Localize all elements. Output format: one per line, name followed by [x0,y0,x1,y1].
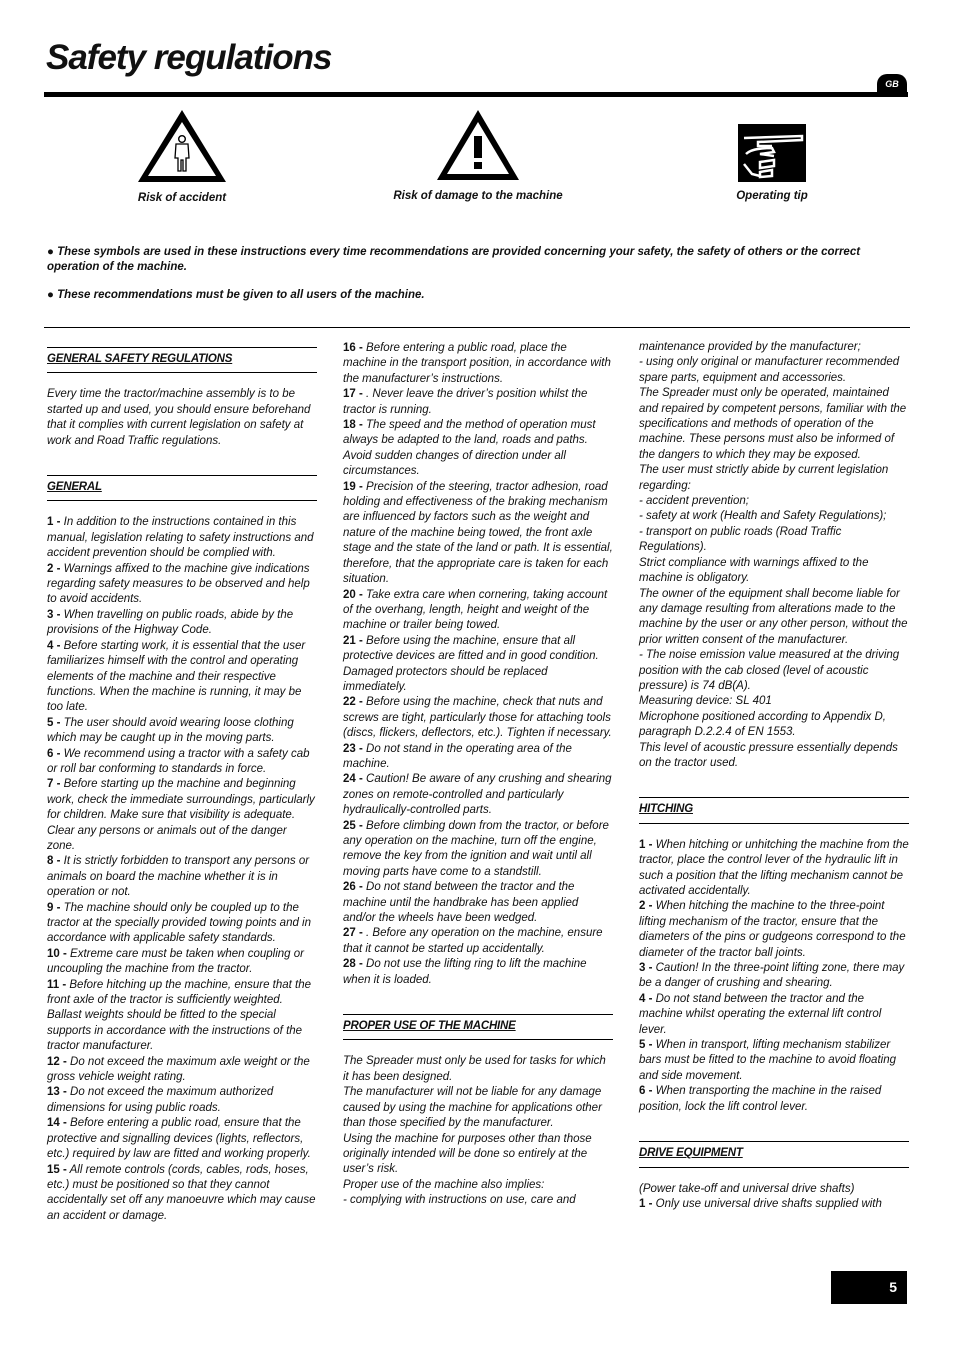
column-1 [47,347,317,1224]
item-text: Before entering a public road, place the machine in the transport position, in accordance with the manufacturer’s instructions. [343,342,611,385]
item-number: 26 - [343,881,363,894]
item-text: Do not exceed the maximum authorized dimensions for using public roads. [47,1086,274,1114]
list-item [639,992,909,1038]
item-number: 3 - [639,962,653,975]
risk-of-accident-icon [136,108,228,184]
proper-use-text-continued [639,340,909,771]
item-text: Only use universal drive shafts supplied with [655,1197,882,1210]
intro-text: These recommendations must be given to all users of the machine. [57,289,425,301]
item-number: 19 - [343,480,363,493]
heading-proper-use: PROPER USE OF THE MACHINE [343,1014,613,1040]
item-text: We recommend using a tractor with a safety cab or roll bar conforming to standards in force. [47,747,310,775]
item-number: 16 - [343,342,363,354]
item-number: 14 - [47,1117,67,1130]
item-text: Before climbing down from the tractor, or before any operation on the machine, turn off the engine, remove the key from the ignition and wait until all moving parts have come to a standstill. [343,819,609,878]
item-text: . Never leave the driver’s position whilst the tractor is running. [343,388,588,416]
list-item [47,716,317,747]
item-number: 1 - [639,838,653,851]
list-item [639,899,909,961]
hitching-list [639,838,909,1115]
text-line: maintenance provided by the manufacturer; [639,341,861,353]
item-text: All remote controls (cords, cables, rods, hoses, etc.) must be positioned so that they cannot accidentally set off any manoeuvre which may cause an accident or damage. [47,1163,316,1222]
list-item [47,639,317,716]
list-item [47,747,317,778]
list-item [47,1116,317,1162]
item-number: 12 - [47,1055,67,1068]
item-number: 8 - [47,855,61,868]
text-line: Measuring device: SL 401 [639,695,772,708]
list-item [47,562,317,608]
bullet-icon: ● [47,246,54,258]
symbol-label: Operating tip [736,190,808,202]
item-number: 22 - [343,696,363,709]
item-number: 6 - [47,747,61,760]
general-list [47,515,317,1224]
heading-general: GENERAL [47,475,317,501]
text-line: Strict compliance with warnings affixed to the machine is obligatory. [639,556,869,585]
text-line: This level of acoustic pressure essentially depends on the tractor used. [639,741,898,769]
list-item [639,1084,909,1115]
item-text: In addition to the instructions contained in this manual, legislation relating to safety instructions and accident prevention should be complied with. [47,516,314,560]
text-line: The Spreader must only be operated, maintained and repaired by competent persons, familiar with the specifications and methods of operation of the machine. These persons must also be informed of the dangers to which they may be exposed. [639,387,907,461]
item-text: Warnings affixed to the machine give indications regarding safety measures to be observed and help to avoid accidents. [47,562,310,606]
list-item [343,588,613,634]
item-text: It is strictly forbidden to transport any persons or animals on board the machine whether it is in operation or not. [47,855,310,899]
item-number: 24 - [343,773,363,786]
item-text: Do not stand in the operating area of the machine. [343,742,572,770]
intro-note-2 [47,288,897,303]
column-2 [343,341,613,1209]
symbol-operating-tip [722,124,822,202]
item-text: The speed and the method of operation must always be adapted to the land, roads and paths. Avoid sudden changes of direction under all circumstances. [343,419,596,478]
list-item [343,772,613,818]
item-number: 21 - [343,634,363,647]
text-line: The manufacturer will not be liable for any damage caused by using the machine for applications other than those specified by the manufacturer. [343,1086,602,1130]
list-item [47,854,317,900]
item-number: 10 - [47,947,67,960]
item-text: The machine should only be coupled up to the tractor at the specially provided towing points and in accordance with applicable safety standards. [47,901,312,945]
list-item [343,387,613,418]
item-text: Extreme care must be taken when coupling or uncoupling the machine from the tractor. [47,947,304,976]
list-item [47,978,317,1055]
item-number: 7 - [47,778,61,791]
text-line: (Power take-off and universal drive shafts) [639,1182,855,1195]
item-text: When hitching or unhitching the machine from the tractor, place the control lever of the hydraulic lift in such a position that the lifting mechanism cannot be activated accidentally. [639,838,909,897]
item-number: 27 - [343,927,363,940]
item-number: 25 - [343,819,363,832]
symbol-risk-of-damage [380,108,576,202]
column-3 [639,340,909,1212]
list-item [47,1085,317,1116]
item-number: 2 - [47,562,61,575]
item-text: Do not stand between the tractor and the machine until the handbrake has been applied and/or the wheels have been wedged. [343,881,579,925]
heading-general-safety-regulations: GENERAL SAFETY REGULATIONS [47,347,317,373]
item-text: . Before any operation on the machine, ensure that it cannot be started up accidentally. [343,927,603,955]
list-item [343,695,613,741]
list-item [639,1038,909,1084]
list-item [343,341,613,387]
drive-equipment-list [639,1197,909,1212]
item-text: When in transport, lifting mechanism stabilizer bars must be fitted to the machine to avoid floating and side movement. [639,1039,896,1082]
list-item [47,777,317,854]
list-item [639,1197,909,1212]
item-number: 1 - [47,516,61,529]
list-item [47,1163,317,1225]
item-number: 18 - [343,419,363,432]
item-number: 4 - [47,639,61,652]
list-item [343,819,613,881]
item-number: 28 - [343,958,363,971]
text-line: - using only original or manufacturer recommended spare parts, equipment and accessories. [639,356,900,384]
text-line: - complying with instructions on use, care and [343,1194,576,1207]
heading-hitching: HITCHING [639,797,909,823]
general-safety-text: Every time the tractor/machine assembly is to be started up and used, you should ensure beforehand that it complies with current legislation on safety at work and Road Traffic regulations. [47,388,311,447]
item-number: 1 - [639,1197,653,1210]
operating-tip-icon [738,124,806,182]
list-item [343,957,613,988]
item-text: Before using the machine, ensure that all protective devices are fitted and in good condition. Damaged protectors should be replaced immediately. [343,634,599,693]
heading-drive-equipment: DRIVE EQUIPMENT [639,1141,909,1167]
title-rule [44,92,908,97]
text-line: The Spreader must only be used for tasks for which it has been designed. [343,1055,606,1083]
item-number: 6 - [639,1085,653,1098]
list-item [47,901,317,947]
item-number: 15 - [47,1163,67,1176]
list-item [343,480,613,588]
list-item [47,1055,317,1086]
item-text: Precision of the steering, tractor adhesion, road holding and effectiveness of the braking mechanism are influenced by factors such as the weight and nature of the machine being towed, the front axle stage and the state of the land or path. It is essential, therefore, that the appropriate care is taken for each situation. [343,480,613,586]
text-line: Microphone positioned according to Appendix D, paragraph D.2.2.4 of EN 1553. [639,710,886,739]
item-number: 13 - [47,1086,67,1099]
item-number: 17 - [343,388,363,401]
list-item [343,880,613,926]
language-badge: GB [877,74,907,94]
item-text: When travelling on public roads, abide by the provisions of the Highway Code. [47,608,294,637]
item-text: When hitching the machine to the three-point lifting mechanism of the tractor, ensure that the diameters of the pins or gudgeons correspond to the diameter of the tractor ball joints. [639,900,906,959]
item-text: Do not stand between the tractor and the machine whilst operating the external lift control lever. [639,992,882,1036]
bullet-icon: ● [47,289,54,301]
item-text: The user should avoid wearing loose clothing which may be caught up in the moving parts. [47,716,294,745]
risk-of-damage-icon [435,108,521,182]
list-item [639,961,909,992]
list-item [47,608,317,639]
item-text: Do not exceed the maximum axle weight or the gross vehicle weight rating. [47,1055,310,1084]
symbol-risk-of-accident [120,108,244,204]
general-list-continued [343,341,613,988]
item-text: Before starting work, it is essential that the user familiarizes himself with the control and operating elements of the machine and their respective functions. When the machine is running, it may be too late. [47,639,306,714]
item-number: 9 - [47,901,61,914]
text-line: Proper use of the machine also implies: [343,1178,545,1191]
text-line: - The noise emission value measured at the driving position with the cab closed (level of acoustic pressure) is 74 dB(A). [639,649,900,692]
list-item [343,742,613,773]
item-text: Before starting up the machine and beginning work, check the immediate surroundings, particularly for children. Make sure that visibility is adequate. Clear any persons or animals out of the danger zone. [47,778,315,852]
item-number: 20 - [343,588,363,601]
section-separator [44,327,910,328]
drive-equipment-text [639,1182,909,1197]
list-item [639,838,909,900]
text-line: - accident prevention; [639,495,749,508]
symbol-label: Risk of damage to the machine [393,190,563,202]
page-title: Safety regulations [46,38,332,77]
item-number: 2 - [639,900,653,913]
item-text: Before hitching up the machine, ensure that the front axle of the tractor is sufficiently weighted. Ballast weights should be fitted to the special supports in accordance with the instructions of the tractor manufacturer. [47,978,312,1053]
item-text: Caution! Be aware of any crushing and shearing zones on remote-controlled and particularly hydraulically-controlled parts. [343,773,612,817]
item-number: 5 - [47,716,61,729]
item-number: 23 - [343,742,363,755]
proper-use-text [343,1054,613,1208]
item-text: Before using the machine, check that nuts and screws are tight, particularly those for attaching tools (discs, flickers, deflectors, etc.). Tighten if necessary. [343,696,612,740]
item-number: 4 - [639,992,653,1005]
list-item [343,418,613,480]
list-item [343,926,613,957]
item-text: Before entering a public road, ensure that the protective and signalling devices (lights, reflectors, etc.) required by law are fitted and working properly. [47,1117,311,1161]
list-item [47,515,317,561]
text-line: - safety at work (Health and Safety Regulations); [639,510,887,523]
item-text: Caution! In the three-point lifting zone, there may be a danger of crushing and shearing. [639,962,905,990]
intro-text: These symbols are used in these instructions every time recommendations are provided concerning your safety, the safety of others or the correct operation of the machine. [47,246,861,273]
item-text: Do not use the lifting ring to lift the machine when it is loaded. [343,958,587,986]
symbol-label: Risk of accident [137,192,227,204]
list-item [47,947,317,978]
item-text: When transporting the machine in the raised position, lock the lift control lever. [639,1085,882,1113]
item-number: 11 - [47,978,67,991]
item-text: Take extra care when cornering, taking account of the overhang, length, height and weight of the machine or trailer being towed. [343,588,608,632]
text-line: The owner of the equipment shall become liable for any damage resulting from alterations made to the machine by the user or any other person, without the prior written consent of the manufacturer. [639,587,908,646]
intro-note-1 [47,245,897,274]
text-line: - transport on public roads (Road Traffic Regulations). [639,525,842,554]
page-number: 5 [831,1271,907,1304]
text-line: Using the machine for purposes other than those originally intended will be done so entirely at the user’s risk. [343,1132,592,1176]
list-item [343,634,613,696]
text-line: The user must strictly abide by current legislation regarding: [639,464,889,492]
item-number: 3 - [47,608,61,621]
item-number: 5 - [639,1039,653,1052]
